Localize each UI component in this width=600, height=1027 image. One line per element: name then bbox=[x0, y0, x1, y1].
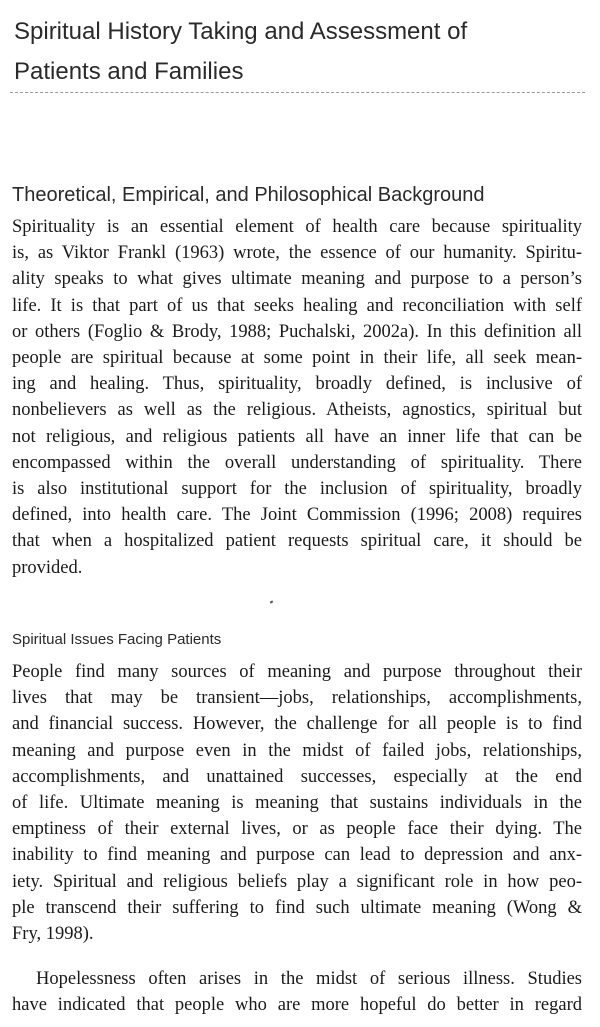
text-line: People find many sources of meaning and purpose throughout their bbox=[12, 662, 582, 682]
text-line: Spirituality is an essential element of health care because spirituality bbox=[12, 217, 582, 237]
text-line: emptiness of their external lives, or as people face their dying. The bbox=[12, 819, 582, 840]
text-line: Hopelessness often arises in the midst of serious illness. Studies bbox=[36, 969, 582, 989]
section-heading: Theoretical, Empirical, and Philosophical Background bbox=[12, 184, 485, 206]
text-line: and financial success. However, the challenge for all people is to find bbox=[12, 714, 582, 735]
paragraph-background bbox=[12, 214, 582, 581]
chapter-title-line: Patients and Families bbox=[14, 58, 244, 85]
text-line: is also institutional support for the inclusion of spirituality, broadly bbox=[12, 479, 582, 500]
text-line: provided. bbox=[12, 557, 83, 578]
text-line: people are spiritual because at some point in their life, all seek mean- bbox=[12, 348, 582, 369]
chapter-title-line: Spiritual History Taking and Assessment of bbox=[14, 18, 468, 45]
text-line: accomplishments, and unattained successes, especially at the end bbox=[12, 766, 582, 787]
text-line: ing and healing. Thus, spirituality, broadly defined, is inclusive of bbox=[12, 374, 582, 395]
text-line: of life. Ultimate meaning is meaning that sustains individuals in the bbox=[12, 793, 582, 814]
text-line: nonbelievers as well as the religious. Atheists, agnostics, spiritual but bbox=[12, 400, 582, 421]
text-line: encompassed within the overall understanding of spirituality. There bbox=[12, 452, 582, 473]
text-line: ple transcend their suffering to find such ultimate meaning (Wong & bbox=[12, 897, 582, 918]
chapter-title bbox=[14, 12, 574, 92]
print-speck bbox=[270, 600, 274, 603]
title-divider bbox=[10, 92, 585, 93]
text-line: ality speaks to what gives ultimate meaning and purpose to a person’s bbox=[12, 269, 582, 290]
subsection-heading: Spiritual Issues Facing Patients bbox=[12, 631, 222, 648]
text-line: have indicated that people who are more hopeful do better in regard bbox=[12, 995, 582, 1016]
text-line: that when a hospitalized patient requests spiritual care, it should be bbox=[12, 531, 582, 552]
text-line: Fry, 1998). bbox=[12, 924, 94, 945]
text-line: lives that may be transient—jobs, relationships, accomplishments, bbox=[12, 688, 582, 709]
text-line: is, as Viktor Frankl (1963) wrote, the essence of our humanity. Spiritu- bbox=[12, 243, 582, 264]
paragraph-spiritual-issues bbox=[12, 659, 582, 947]
text-line: or others (Foglio & Brody, 1988; Puchalski, 2002a). In this definition all bbox=[12, 321, 582, 342]
text-line: defined, into health care. The Joint Commission (1996; 2008) requires bbox=[12, 505, 582, 526]
text-line: iety. Spiritual and religious beliefs play a significant role in how peo- bbox=[12, 871, 582, 892]
text-line: not religious, and religious patients all have an inner life that can be bbox=[12, 426, 582, 447]
text-line: inability to find meaning and purpose can lead to depression and anx- bbox=[12, 845, 582, 866]
text-line: life. It is that part of us that seeks healing and reconciliation with self bbox=[12, 295, 582, 316]
paragraph-hopelessness bbox=[12, 966, 582, 1018]
text-line: meaning and purpose even in the midst of failed jobs, relationships, bbox=[12, 740, 582, 761]
